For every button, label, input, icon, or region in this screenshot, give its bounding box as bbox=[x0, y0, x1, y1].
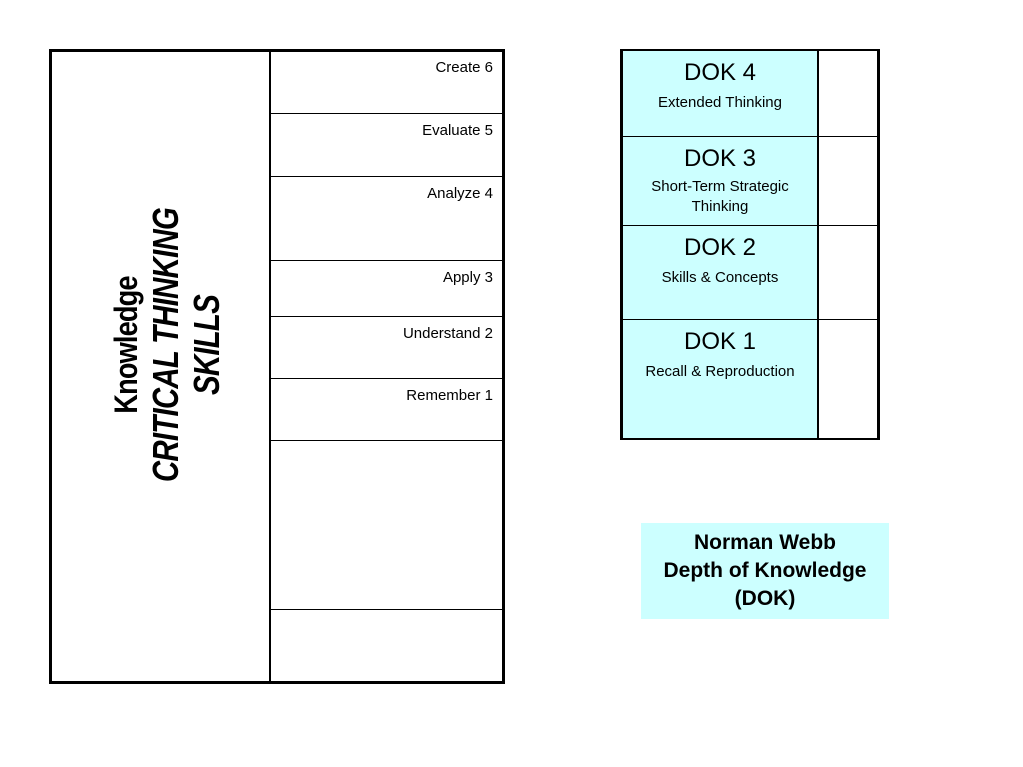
bloom-level-create bbox=[271, 51, 503, 114]
dok-side-cell bbox=[819, 226, 877, 320]
dok-title: DOK 4 bbox=[683, 59, 757, 86]
bloom-level-label: Create 6 bbox=[435, 59, 493, 76]
bloom-empty-cell bbox=[271, 441, 503, 610]
dok-side-cell bbox=[819, 320, 877, 438]
webb-abbrev: (DOK) bbox=[734, 587, 796, 610]
bloom-level-understand bbox=[271, 317, 503, 379]
bloom-level-evaluate bbox=[271, 114, 503, 177]
dok-level-4 bbox=[623, 51, 817, 137]
webb-dok-caption bbox=[641, 523, 889, 619]
bloom-level-label: Understand 2 bbox=[402, 325, 493, 342]
bloom-level-label: Apply 3 bbox=[442, 269, 493, 286]
bloom-level-remember bbox=[271, 379, 503, 441]
dok-level-3 bbox=[623, 137, 817, 226]
dok-title: DOK 3 bbox=[683, 145, 757, 172]
bloom-level-label: Evaluate 5 bbox=[422, 122, 493, 139]
bloom-empty-cell bbox=[271, 610, 503, 682]
webb-name: Norman Webb bbox=[694, 531, 836, 554]
bloom-level-apply bbox=[271, 261, 503, 317]
dok-description: Skills & Concepts bbox=[661, 269, 779, 286]
dok-title: DOK 2 bbox=[683, 234, 757, 261]
dok-side-cell bbox=[819, 137, 877, 226]
dok-side-cell bbox=[819, 51, 877, 137]
dok-description: Recall & Reproduction bbox=[645, 363, 795, 380]
dok-description: Short-Term Strategic Thinking bbox=[651, 178, 789, 215]
critical-thinking-label: CRITICAL THINKING SKILLS bbox=[145, 207, 228, 483]
dok-title: DOK 1 bbox=[683, 328, 757, 355]
bloom-level-analyze bbox=[271, 177, 503, 261]
dok-level-1 bbox=[623, 320, 817, 438]
bloom-level-label: Remember 1 bbox=[406, 387, 493, 404]
webb-subtitle: Depth of Knowledge bbox=[663, 559, 867, 582]
dok-level-2 bbox=[623, 226, 817, 320]
dok-description: Extended Thinking bbox=[658, 94, 782, 111]
knowledge-label: Knowledge bbox=[108, 276, 145, 414]
bloom-level-label: Analyze 4 bbox=[427, 185, 493, 202]
bloom-vertical-title bbox=[108, 125, 228, 565]
